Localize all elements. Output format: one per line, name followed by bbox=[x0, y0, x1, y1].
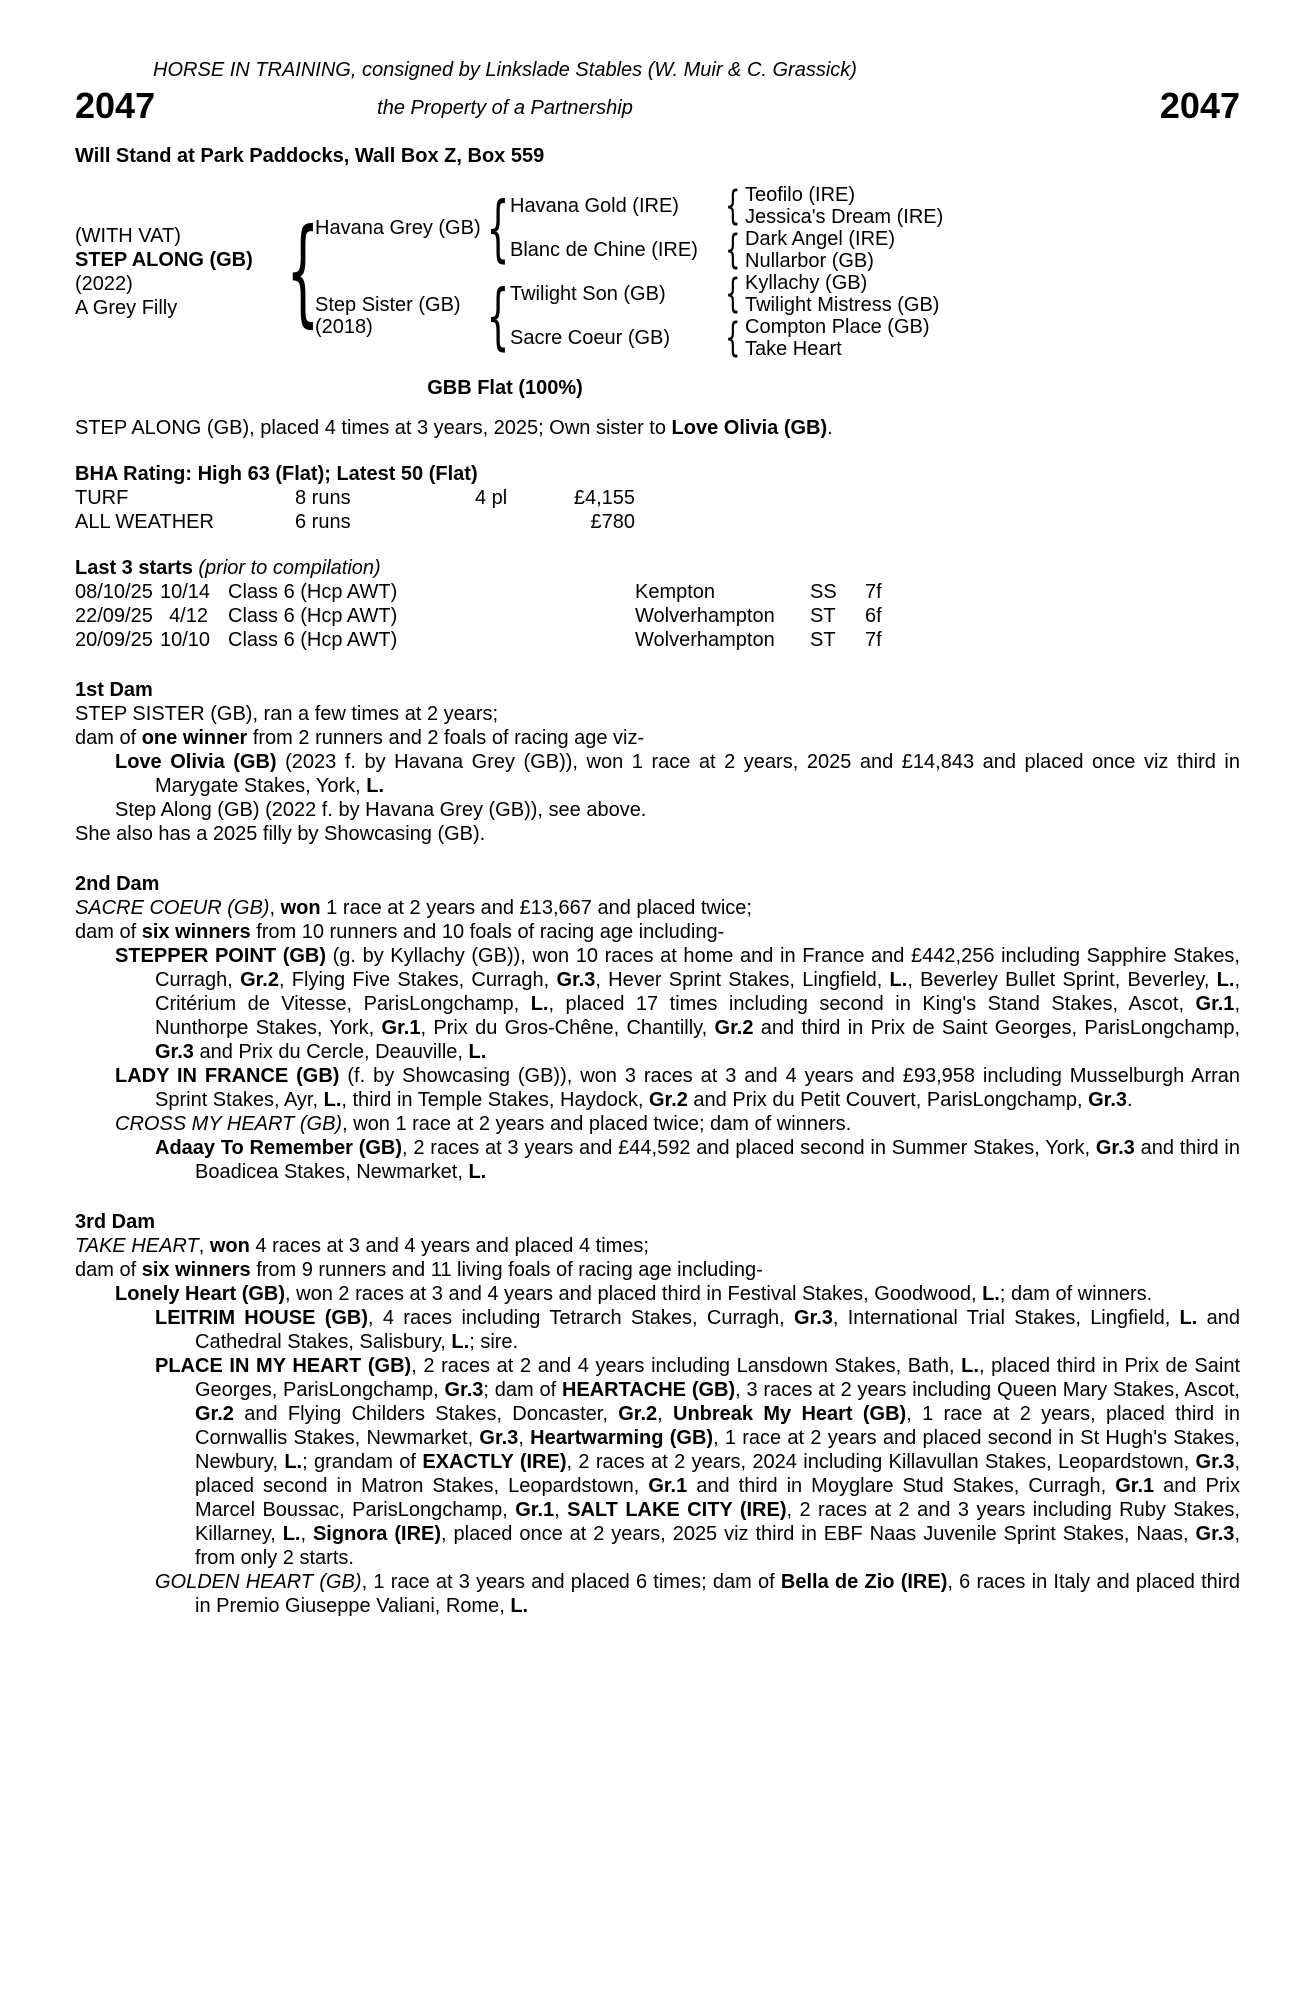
first-dam-heading: 1st Dam bbox=[75, 679, 153, 701]
dam-description: STEP SISTER (GB), ran a few times at 2 years; bbox=[75, 703, 499, 725]
runs-value: 6 runs bbox=[295, 511, 351, 533]
lot-header-row bbox=[75, 86, 1240, 132]
distance-value: 6f bbox=[865, 605, 882, 627]
subject-description: A Grey Filly bbox=[75, 297, 178, 319]
great-grandparent-name: Dark Angel (IRE) bbox=[745, 228, 896, 250]
date-value: 22/09/25 bbox=[75, 605, 153, 627]
position-value: 4/12 bbox=[169, 605, 208, 627]
great-grandparent-name: Teofilo (IRE) bbox=[745, 184, 856, 206]
start-row bbox=[75, 580, 1240, 604]
great-grandparent-name: Take Heart bbox=[745, 338, 842, 360]
pedigree-brace-icon bbox=[290, 214, 315, 330]
record-row-turf bbox=[75, 486, 1240, 510]
bha-rating-block bbox=[75, 462, 1240, 534]
dam-name-block bbox=[315, 294, 485, 338]
dam-note: She also has a 2025 filly by Showcasing (GB). bbox=[75, 823, 486, 845]
going-value: ST bbox=[810, 629, 836, 651]
consignor-line: HORSE IN TRAINING, consigned by Linkslade Stables (W. Muir & C. Grassick) bbox=[153, 59, 857, 81]
last-starts-block bbox=[75, 556, 1240, 652]
pedigree-brace-icon bbox=[720, 230, 745, 270]
great-grandparent-name: Kyllachy (GB) bbox=[745, 272, 868, 294]
subject-horse-name: STEP ALONG (GB) bbox=[75, 249, 253, 271]
third-dam-section bbox=[75, 1210, 1240, 1618]
start-row bbox=[75, 604, 1240, 628]
pedigree-brace-icon bbox=[720, 186, 745, 226]
stand-location-line: Will Stand at Park Paddocks, Wall Box Z, Box 559 bbox=[75, 145, 545, 167]
horse-entry: Step Along (GB) (2022 f. by Havana Grey (GB)), see above. bbox=[115, 799, 647, 821]
pedigree-brace-icon bbox=[720, 274, 745, 314]
dam-produce-summary: dam of six winners from 10 runners and 10 foals of racing age including- bbox=[75, 921, 725, 943]
last-starts-heading-bold: Last 3 starts bbox=[75, 557, 193, 579]
horse-entry: STEPPER POINT (GB) (g. by Kyllachy (GB)), won 10 races at home and in France and £442,256 including Sapphire Stakes, Curragh, Gr.2, Flying Five Stakes, Curragh, Gr.3, Hever Sprint Stakes, Lingfield, L., Beverley Bullet Sprint, Beverley, L., Critérium de Vitesse, ParisLongchamp, L., placed 17 times including second in King's Stand Stakes, Ascot, Gr.1, Nunthorpe Stakes, York, Gr.1, Prix du Gros-Chêne, Chantilly, Gr.2 and third in Prix de Saint Georges, ParisLongchamp, Gr.3 and Prix du Cercle, Deauville, L. bbox=[115, 945, 1241, 1063]
horse-entry: LADY IN FRANCE (GB) (f. by Showcasing (GB)), won 3 races at 3 and 4 years and £93,958 including Musselburgh Arran Sprint Stakes, Ayr, L., third in Temple Stakes, Haydock, Gr.2 and Prix du Petit Couvert, ParisLongchamp, Gr.3. bbox=[115, 1065, 1241, 1111]
course-value: Kempton bbox=[635, 581, 716, 603]
horse-entry: PLACE IN MY HEART (GB), 2 races at 2 and 4 years including Lansdown Stakes, Bath, L., placed third in Prix de Saint Georges, ParisLongchamp, Gr.3; dam of HEARTACHE (GB), 3 races at 2 years including Queen Mary Stakes, Ascot, Gr.2 and Flying Childers Stakes, Doncaster, Gr.2, Unbreak My Heart (GB), 1 race at 2 years, placed third in Cornwallis Stakes, Newmarket, Gr.3, Heartwarming (GB), 1 race at 2 years and placed second in St Hugh's Stakes, Newbury, L.; grandam of EXACTLY (IRE), 2 races at 2 years, 2024 including Killavullan Stakes, Leopardstown, Gr.3, placed second in Matron Stakes, Leopardstown, Gr.1 and third in Moyglare Stud Stakes, Curragh, Gr.1 and Prix Marcel Boussac, ParisLongchamp, Gr.1, SALT LAKE CITY (IRE), 2 races at 2 and 3 years including Ruby Stakes, Killarney, L., Signora (IRE), placed once at 2 years, 2025 viz third in EBF Naas Juvenile Sprint Stakes, Naas, Gr.3, from only 2 starts. bbox=[155, 1355, 1241, 1569]
horse-entry: LEITRIM HOUSE (GB), 4 races including Tetrarch Stakes, Curragh, Gr.3, International Trial Stakes, Lingfield, L. and Cathedral Stakes, Salisbury, L.; sire. bbox=[155, 1307, 1240, 1353]
horse-entry: Lonely Heart (GB), won 2 races at 3 and 4 years and placed third in Festival Stakes, Goodwood, L.; dam of winners. bbox=[115, 1283, 1153, 1305]
runs-value: 8 runs bbox=[295, 487, 351, 509]
surface-label: ALL WEATHER bbox=[75, 511, 214, 533]
second-dam-section bbox=[75, 872, 1240, 1184]
vat-note: (WITH VAT) bbox=[75, 225, 181, 247]
record-row-all-weather bbox=[75, 510, 1240, 534]
going-value: SS bbox=[810, 581, 837, 603]
subject-foaling-year: (2022) bbox=[75, 273, 133, 295]
pedigree-brace-icon bbox=[485, 192, 510, 264]
earnings-value: £4,155 bbox=[573, 487, 635, 509]
class-value: Class 6 (Hcp AWT) bbox=[228, 629, 398, 651]
subject-horse-block bbox=[75, 224, 290, 320]
dam-description: SACRE COEUR (GB), won 1 race at 2 years and £13,667 and placed twice; bbox=[75, 897, 752, 919]
earnings-value: £780 bbox=[590, 511, 635, 533]
start-row bbox=[75, 628, 1240, 652]
class-value: Class 6 (Hcp AWT) bbox=[228, 605, 398, 627]
dam-name: Step Sister (GB) bbox=[315, 294, 461, 316]
grandsire-name: Havana Gold (IRE) bbox=[510, 195, 679, 217]
course-value: Wolverhampton bbox=[635, 605, 775, 627]
gbb-eligibility-line: GBB Flat (100%) bbox=[427, 377, 583, 399]
surface-label: TURF bbox=[75, 487, 129, 509]
placed-value bbox=[475, 510, 555, 534]
pedigree-brace-icon bbox=[720, 318, 745, 358]
distance-value: 7f bbox=[865, 581, 882, 603]
race-record-summary: STEP ALONG (GB), placed 4 times at 3 years, 2025; Own sister to Love Olivia (GB). bbox=[75, 417, 833, 439]
great-grandparent-name: Jessica's Dream (IRE) bbox=[745, 206, 944, 228]
horse-entry: Adaay To Remember (GB), 2 races at 3 years and £44,592 and placed second in Summer Stakes, York, Gr.3 and third in Boadicea Stakes, Newmarket, L. bbox=[155, 1137, 1240, 1183]
date-value: 20/09/25 bbox=[75, 629, 153, 651]
position-value: 10/10 bbox=[160, 629, 211, 651]
horse-entry: CROSS MY HEART (GB), won 1 race at 2 years and placed twice; dam of winners. bbox=[115, 1113, 852, 1135]
great-grandparent-name: Nullarbor (GB) bbox=[745, 250, 874, 272]
second-dam-heading: 2nd Dam bbox=[75, 873, 160, 895]
lot-number-left: 2047 bbox=[75, 85, 156, 126]
granddam-name: Sacre Coeur (GB) bbox=[510, 327, 671, 349]
dam-foaling-year: (2018) bbox=[315, 316, 373, 338]
dam-description: TAKE HEART, won 4 races at 3 and 4 years and placed 4 times; bbox=[75, 1235, 649, 1257]
first-dam-section bbox=[75, 678, 1240, 846]
lot-number-right: 2047 bbox=[1159, 85, 1240, 126]
course-value: Wolverhampton bbox=[635, 629, 775, 651]
position-value: 10/14 bbox=[160, 581, 211, 603]
sire-name: Havana Grey (GB) bbox=[315, 217, 481, 239]
property-line: the Property of a Partnership bbox=[377, 97, 633, 119]
horse-entry: GOLDEN HEART (GB), 1 race at 3 years and placed 6 times; dam of Bella de Zio (IRE), 6 races in Italy and placed third in Premio Giuseppe Valiani, Rome, L. bbox=[155, 1571, 1240, 1617]
great-grandparent-name: Compton Place (GB) bbox=[745, 316, 930, 338]
dam-produce-summary: dam of six winners from 9 runners and 11 living foals of racing age including- bbox=[75, 1259, 763, 1281]
class-value: Class 6 (Hcp AWT) bbox=[228, 581, 398, 603]
pedigree-table bbox=[75, 184, 944, 360]
last-starts-heading bbox=[75, 556, 1240, 580]
bha-rating-heading: BHA Rating: High 63 (Flat); Latest 50 (Flat) bbox=[75, 463, 478, 485]
third-dam-heading: 3rd Dam bbox=[75, 1211, 156, 1233]
horse-entry: Love Olivia (GB) (2023 f. by Havana Grey (GB)), won 1 race at 2 years, 2025 and £14,843 and placed once viz third in Marygate Stakes, York, L. bbox=[115, 751, 1240, 797]
going-value: ST bbox=[810, 605, 836, 627]
date-value: 08/10/25 bbox=[75, 581, 153, 603]
great-grandparent-name: Twilight Mistress (GB) bbox=[745, 294, 940, 316]
pedigree-brace-icon bbox=[485, 280, 510, 352]
grandsire-name: Twilight Son (GB) bbox=[510, 283, 666, 305]
placed-value: 4 pl bbox=[475, 487, 508, 509]
granddam-name: Blanc de Chine (IRE) bbox=[510, 239, 698, 261]
last-starts-heading-italic: (prior to compilation) bbox=[192, 557, 381, 579]
distance-value: 7f bbox=[865, 629, 882, 651]
dam-produce-summary: dam of one winner from 2 runners and 2 foals of racing age viz- bbox=[75, 727, 645, 749]
